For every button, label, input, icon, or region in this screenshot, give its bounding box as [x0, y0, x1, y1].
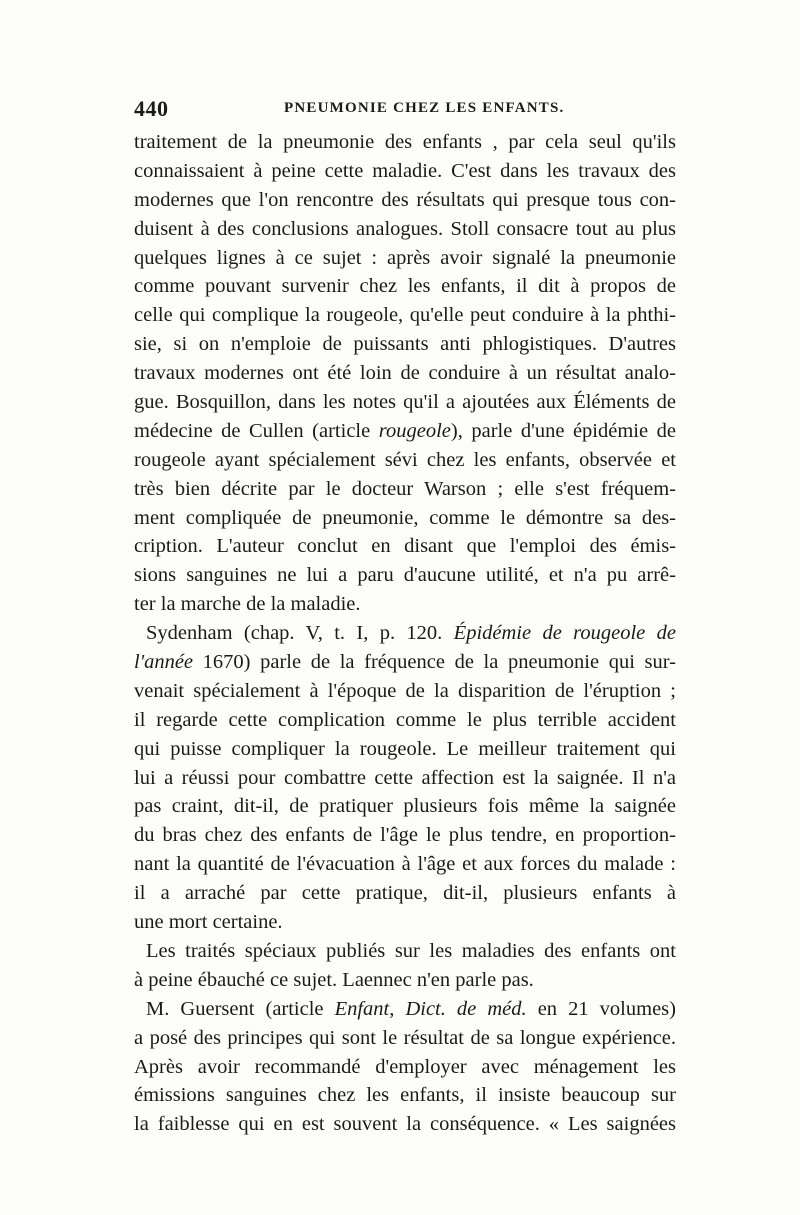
body-text — [134, 128, 676, 1139]
text-line: venait spécialement à l'époque de la disparition de l'éruption ; — [134, 679, 676, 702]
text-line: Sydenham (chap. V, t. I, p. 120. Épidémie de rougeole de — [146, 622, 676, 645]
running-head: PNEUMONIE CHEZ LES ENFANTS. — [284, 100, 565, 116]
page-number: 440 — [134, 96, 169, 121]
text-line: qui puisse compliquer la rougeole. Le meilleur traitement qui — [134, 737, 676, 760]
text-line: connaissaient à peine cette maladie. C'est dans les travaux des — [134, 159, 676, 182]
text-line: modernes que l'on rencontre des résultats qui presque tous con- — [134, 188, 676, 211]
text-line: il a arraché par cette pratique, dit-il, plusieurs enfants à — [134, 882, 676, 905]
text-line: une mort certaine. — [134, 911, 283, 934]
text-line: émissions sanguines chez les enfants, il insiste beaucoup sur — [134, 1084, 676, 1107]
text-line: pas craint, dit-il, de pratiquer plusieurs fois même la saignée — [134, 795, 676, 818]
text-line: nant la quantité de l'évacuation à l'âge et aux forces du malade : — [134, 853, 676, 876]
text-line: à peine ébauché ce sujet. Laennec n'en parle pas. — [134, 968, 534, 991]
text-line: l'année 1670) parle de la fréquence de la pneumonie qui sur- — [134, 651, 676, 674]
text-line: cription. L'auteur conclut en disant que l'emploi des émis- — [134, 535, 676, 558]
text-line: ment compliquée de pneumonie, comme le démontre sa des- — [134, 506, 676, 529]
text-line: du bras chez des enfants de l'âge le plus tendre, en proportion- — [134, 824, 676, 847]
text-line: sie, si on n'emploie de puissants anti phlogistiques. D'autres — [134, 333, 676, 356]
text-line: ter la marche de la maladie. — [134, 593, 361, 616]
text-line: lui a réussi pour combattre cette affection est la saignée. Il n'a — [134, 766, 676, 789]
text-line: comme pouvant survenir chez les enfants, il dit à propos de — [134, 275, 676, 298]
text-line: celle qui complique la rougeole, qu'elle peut conduire à la phthi- — [134, 304, 676, 327]
text-line: M. Guersent (article Enfant, Dict. de méd. en 21 volumes) — [146, 997, 676, 1020]
text-line: duisent à des conclusions analogues. Stoll consacre tout au plus — [134, 217, 676, 240]
text-line: sions sanguines ne lui a paru d'aucune utilité, et n'a pu arrê- — [134, 564, 676, 587]
text-line: très bien décrite par le docteur Warson ; elle s'est fréquem- — [134, 477, 676, 500]
page-header — [134, 96, 674, 124]
text-line: gue. Bosquillon, dans les notes qu'il a ajoutées aux Éléments de — [134, 391, 676, 414]
text-line: Après avoir recommandé d'employer avec ménagement les — [134, 1055, 676, 1078]
text-line: quelques lignes à ce sujet : après avoir signalé la pneumonie — [134, 246, 676, 269]
text-line: médecine de Cullen (article rougeole), parle d'une épidémie de — [134, 419, 676, 442]
text-line: travaux modernes ont été loin de conduire à un résultat analo- — [134, 362, 676, 385]
text-line: il regarde cette complication comme le plus terrible accident — [134, 708, 676, 731]
text-line: la faiblesse qui en est souvent la conséquence. « Les saignées — [134, 1113, 676, 1136]
text-line: a posé des principes qui sont le résultat de sa longue expérience. — [134, 1026, 676, 1049]
text-line: Les traités spéciaux publiés sur les maladies des enfants ont — [146, 939, 676, 962]
text-line: traitement de la pneumonie des enfants , par cela seul qu'ils — [134, 131, 676, 153]
text-line: rougeole ayant spécialement sévi chez les enfants, observée et — [134, 448, 676, 471]
